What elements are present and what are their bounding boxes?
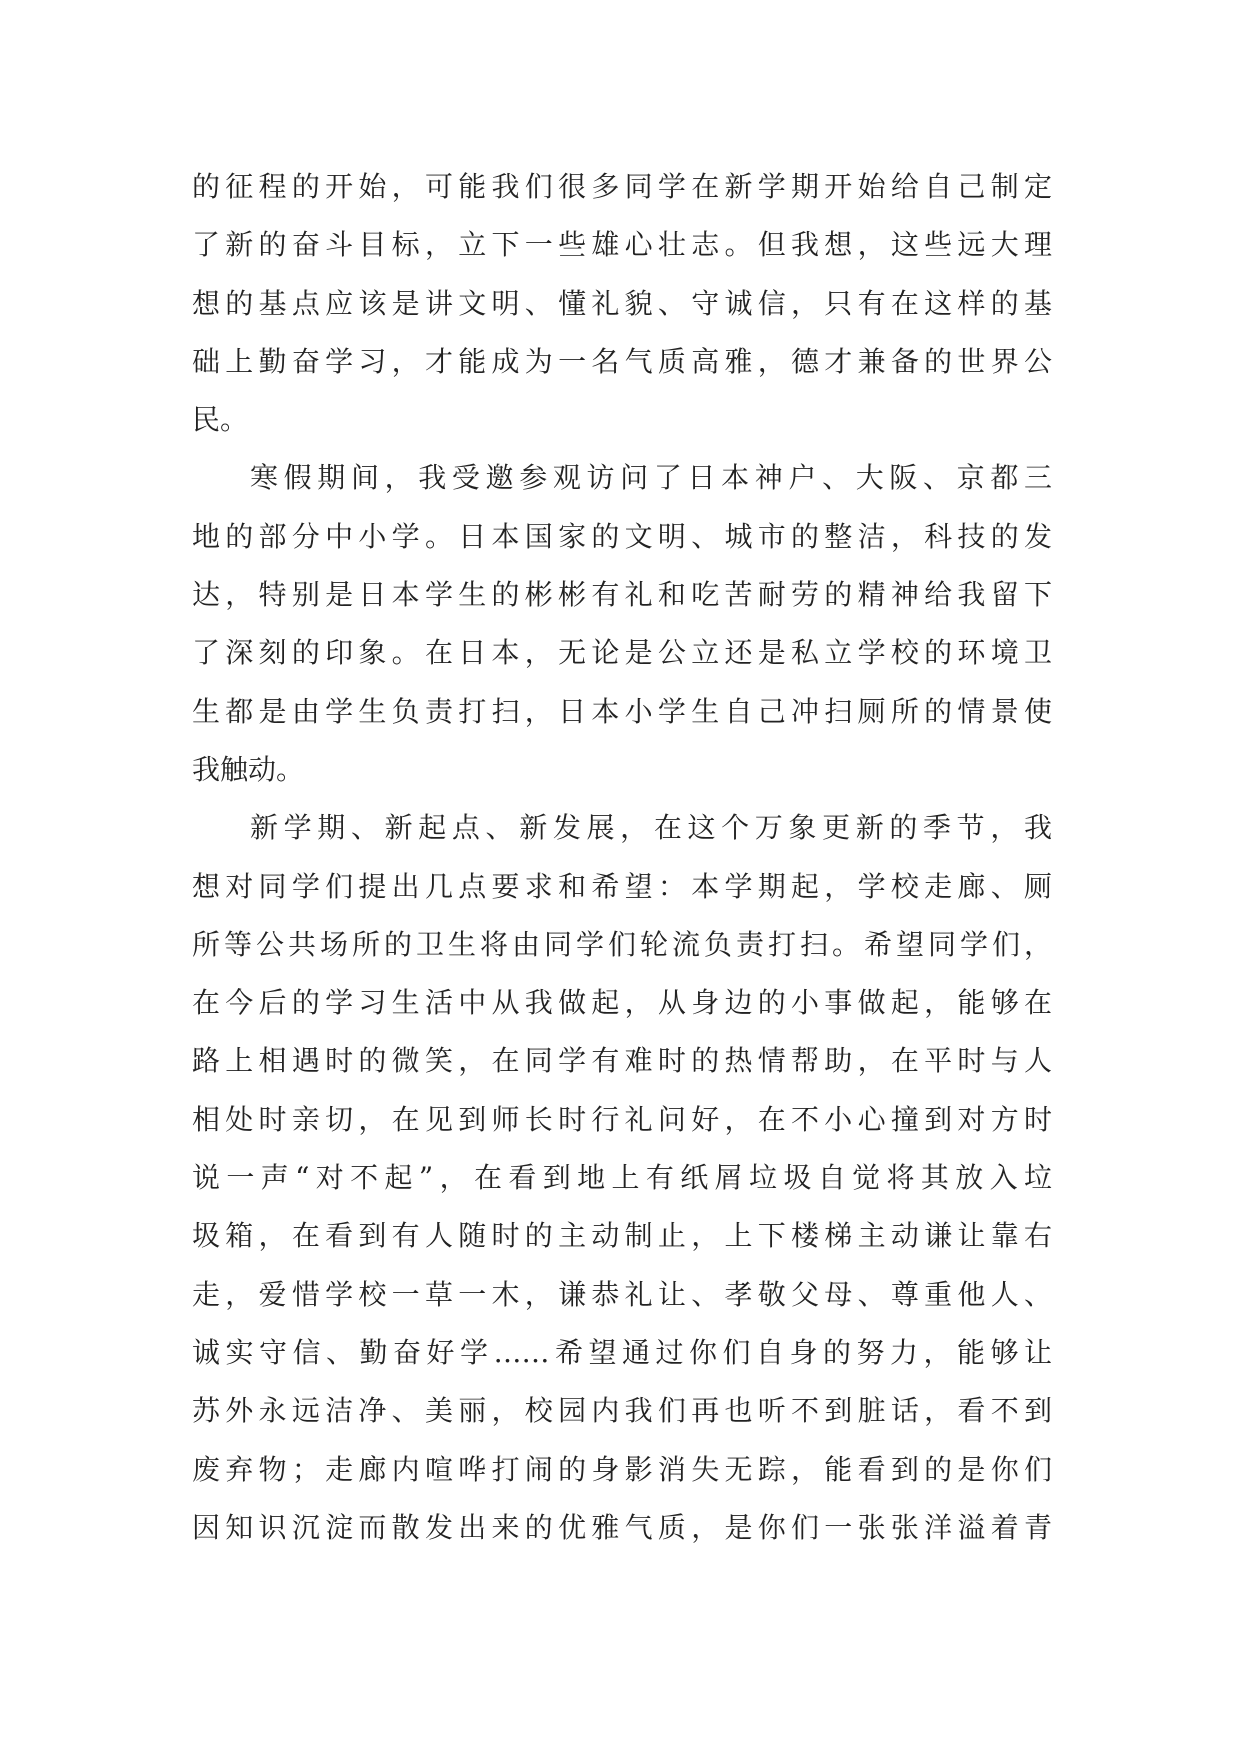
text-line: 寒假期间，我受邀参观访问了日本神户、大阪、京都三 (250, 461, 1052, 495)
text-line: 的征程的开始，可能我们很多同学在新学期开始给自己制定 (192, 170, 1052, 203)
text-line: 诚实守信、勤奋好学……希望通过你们自身的努力，能够让 (192, 1335, 1052, 1369)
text-line: 了新的奋斗目标，立下一些雄心壮志。但我想，这些远大理 (192, 228, 1052, 262)
text-line: 因知识沉淀而散发出来的优雅气质，是你们一张张洋溢着青 (192, 1510, 1052, 1544)
text-line: 圾箱，在看到有人随时的主动制止，上下楼梯主动谦让靠右 (192, 1219, 1052, 1253)
text-line: 我触动。 (192, 752, 305, 786)
text-line: 新学期、新起点、新发展，在这个万象更新的季节，我 (250, 811, 1052, 845)
text-line: 达，特别是日本学生的彬彬有礼和吃苦耐劳的精神给我留下 (192, 578, 1052, 612)
text-line: 地的部分中小学。日本国家的文明、城市的整洁，科技的发 (192, 519, 1052, 553)
text-line: 民。 (192, 403, 249, 437)
text-line: 走，爱惜学校一草一木，谦恭礼让、孝敬父母、尊重他人、 (192, 1277, 1052, 1311)
text-line: 所等公共场所的卫生将由同学们轮流负责打扫。希望同学们， (192, 927, 1052, 961)
text-line: 相处时亲切，在见到师长时行礼问好，在不小心撞到对方时 (192, 1102, 1052, 1136)
text-line: 路上相遇时的微笑，在同学有难时的热情帮助，在平时与人 (192, 1044, 1052, 1078)
text-line: 想的基点应该是讲文明、懂礼貌、守诚信，只有在这样的基 (192, 286, 1052, 320)
text-line: 说一声“对不起”，在看到地上有纸屑垃圾自觉将其放入垃 (192, 1161, 1052, 1195)
text-line: 想对同学们提出几点要求和希望：本学期起，学校走廊、厕 (192, 869, 1052, 903)
text-line: 苏外永远洁净、美丽，校园内我们再也听不到脏话，看不到 (192, 1394, 1052, 1428)
text-line: 生都是由学生负责打扫，日本小学生自己冲扫厕所的情景使 (192, 694, 1052, 728)
text-line: 在今后的学习生活中从我做起，从身边的小事做起，能够在 (192, 986, 1052, 1020)
body-text (192, 158, 1052, 1557)
text-line: 础上勤奋学习，才能成为一名气质高雅，德才兼备的世界公 (192, 344, 1052, 378)
text-line: 废弃物；走廊内喧哗打闹的身影消失无踪，能看到的是你们 (192, 1452, 1052, 1486)
text-line: 了深刻的印象。在日本，无论是公立还是私立学校的环境卫 (192, 636, 1052, 670)
